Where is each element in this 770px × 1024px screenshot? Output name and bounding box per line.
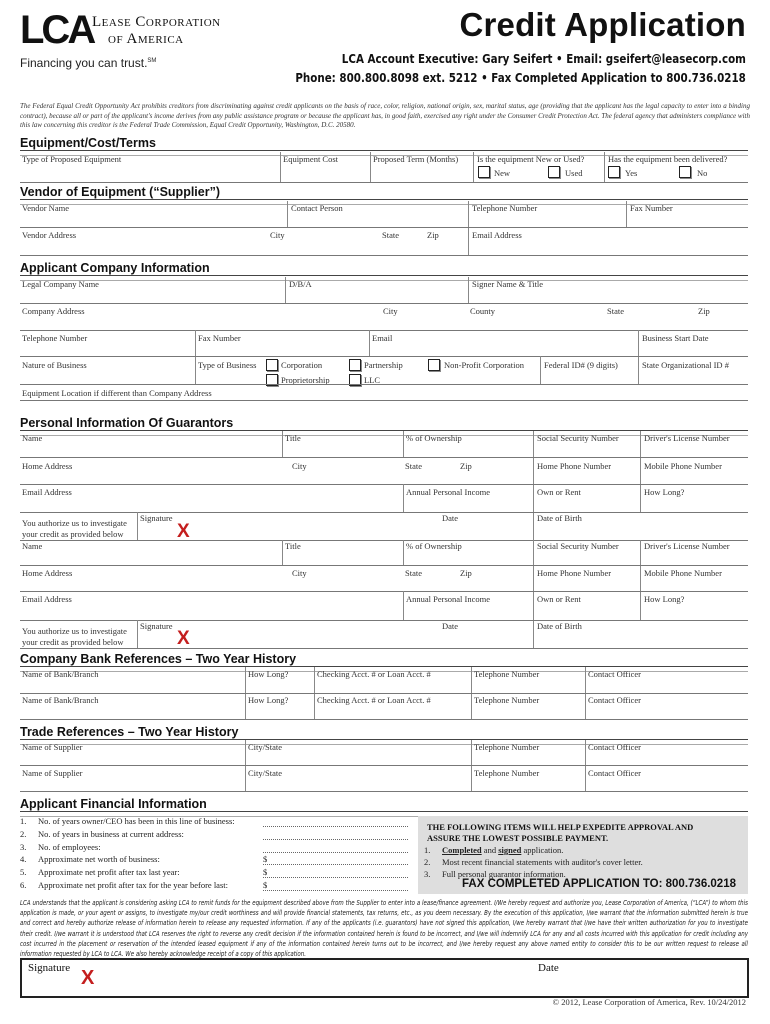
nonprofit-checkbox[interactable] [428, 359, 440, 371]
answer-line[interactable] [263, 826, 408, 827]
trade1-phone-field[interactable]: Telephone Number [474, 742, 540, 752]
state-org-id-field[interactable]: State Organizational ID # [642, 360, 729, 370]
expedite-heading-line1: THE FOLLOWING ITEMS WILL HELP EXPEDITE APPROVAL AND [427, 822, 694, 832]
guarantor1-home-address-field[interactable]: Home Address [22, 461, 73, 471]
vendor-fax-field[interactable]: Fax Number [630, 203, 673, 213]
partnership-checkbox[interactable] [349, 359, 361, 371]
new-or-used-label: Is the equipment New or Used? [477, 154, 585, 164]
completed-text: Completed [442, 845, 482, 855]
guarantor2-city-field[interactable]: City [292, 568, 307, 578]
financial-list [20, 816, 410, 893]
row-rule [20, 791, 748, 792]
guarantor2-ownership-field[interactable]: % of Ownership [406, 541, 462, 551]
expedite-box [418, 816, 748, 894]
section-heading-trade-references: Trade References – Two Year History [20, 725, 239, 739]
and-text: and [481, 845, 499, 855]
row-rule [20, 648, 748, 649]
final-signature-field[interactable]: Signature [28, 962, 71, 974]
item-number: 2. [20, 828, 27, 839]
guarantor2-income-field[interactable]: Annual Personal Income [406, 594, 491, 604]
signer-name-title-field[interactable]: Signer Name & Title [472, 279, 544, 289]
guarantor2-zip-field[interactable]: Zip [460, 568, 472, 578]
item-text: No. of years in business at current address: [38, 828, 184, 839]
divider [403, 431, 404, 457]
financial-item-1[interactable] [20, 816, 410, 829]
item-number: 1. [20, 816, 27, 826]
divider [640, 431, 641, 513]
company-county-field[interactable]: County [470, 306, 496, 316]
final-date-field[interactable]: Date [538, 962, 559, 974]
answer-line[interactable] [263, 864, 408, 865]
company-city-field[interactable]: City [383, 306, 398, 316]
yes-label: Yes [625, 168, 638, 178]
tagline [20, 56, 156, 70]
trade2-officer-field[interactable]: Contact Officer [588, 768, 641, 778]
dba-field[interactable]: D/B/A [289, 279, 312, 289]
guarantor2-authorize-text [22, 626, 127, 648]
item-number: 2. [424, 857, 431, 867]
row-rule [20, 693, 748, 694]
row-rule [20, 356, 748, 357]
bank1-account-field[interactable]: Checking Acct. # or Loan Acct. # [317, 669, 431, 679]
corporation-checkbox[interactable] [266, 359, 278, 371]
divider [626, 201, 627, 227]
used-label: Used [565, 168, 583, 178]
trade1-supplier-field[interactable]: Name of Supplier [22, 742, 83, 752]
row-rule [20, 765, 748, 766]
item-text: No. of years owner/CEO has been in this line of business: [38, 816, 235, 826]
page-title: Credit Application [459, 6, 746, 43]
guarantor1-license-field[interactable]: Driver's License Number [644, 433, 730, 443]
financial-item-5[interactable] [20, 867, 410, 880]
divider [533, 540, 534, 648]
guarantor2-name-field[interactable]: Name [22, 541, 43, 551]
section-heading-financial: Applicant Financial Information [20, 797, 207, 811]
logo-mark: LCA [20, 8, 94, 52]
proprietorship-label: Proprietorship [281, 375, 330, 385]
item-text: No. of employees: [38, 841, 101, 852]
expedite-heading-line2: ASSURE THE LOWEST POSSIBLE PAYMENT. [427, 832, 609, 843]
item-number: 4. [20, 854, 27, 865]
guarantor1-ownership-field[interactable]: % of Ownership [406, 433, 462, 443]
bank1-name-field[interactable]: Name of Bank/Branch [22, 669, 99, 679]
item-number: 6. [20, 879, 27, 890]
guarantor2-how-long-field[interactable]: How Long? [644, 594, 685, 604]
divider [285, 277, 286, 303]
authorize-line2: your credit as provided below [22, 529, 124, 539]
legal-company-name-field[interactable]: Legal Company Name [22, 279, 99, 289]
equipment-cost-field[interactable]: Equipment Cost [283, 154, 339, 164]
expedite-item-1 [424, 845, 563, 855]
row-rule [20, 182, 748, 183]
item-text: Full personal guarantor information. [442, 869, 566, 879]
row-rule [20, 620, 748, 621]
guarantor2-home-phone-field[interactable]: Home Phone Number [537, 568, 612, 578]
divider [282, 431, 283, 457]
answer-line[interactable] [263, 890, 408, 891]
vendor-phone-field[interactable]: Telephone Number [472, 203, 538, 213]
company-name-line2: of America [108, 31, 184, 47]
company-name-line1: Lease Corporation [92, 14, 221, 30]
divider [403, 540, 404, 565]
guarantor1-ssn-field[interactable]: Social Security Number [537, 433, 619, 443]
item-text: Approximate net worth of business: [38, 854, 160, 865]
divider [638, 330, 639, 384]
authorize-line2: your credit as provided below [22, 637, 124, 647]
item-prefix: $ [263, 867, 268, 878]
expedite-heading [427, 822, 693, 843]
vendor-contact-field[interactable]: Contact Person [291, 203, 343, 213]
bank2-account-field[interactable]: Checking Acct. # or Loan Acct. # [317, 695, 431, 705]
guarantor1-mobile-phone-field[interactable]: Mobile Phone Number [644, 461, 722, 471]
guarantor1-how-long-field[interactable]: How Long? [644, 487, 685, 497]
phone-fax-line: Phone: 800.800.8098 ext. 5212 • Fax Completed Application to 800.736.0218 [295, 71, 746, 85]
equipment-type-field[interactable]: Type of Proposed Equipment [22, 154, 122, 164]
vendor-address-field[interactable]: Vendor Address [22, 230, 77, 240]
divider [403, 484, 404, 512]
guarantor1-sign-here-x: X [177, 521, 190, 542]
trade1-officer-field[interactable]: Contact Officer [588, 742, 641, 752]
item-text: Approximate net profit after tax for the year before last: [38, 879, 228, 890]
divider [137, 620, 138, 648]
vendor-name-field[interactable]: Vendor Name [22, 203, 69, 213]
delivered-label: Has the equipment been delivered? [608, 154, 728, 164]
guarantor2-title-field[interactable]: Title [285, 541, 301, 551]
guarantor2-email-field[interactable]: Email Address [22, 594, 72, 604]
divider [280, 152, 281, 182]
divider [370, 152, 371, 182]
llc-label: LLC [364, 375, 381, 385]
item-text: Most recent financial statements with auditor's cover letter. [442, 857, 643, 867]
final-sign-here-x: X [81, 967, 95, 989]
expedite-item-2 [424, 857, 643, 867]
authorize-line1: You authorize us to investigate [22, 626, 127, 636]
row-rule [20, 255, 748, 256]
section-heading-applicant: Applicant Company Information [20, 261, 210, 275]
item-number: 3. [20, 841, 27, 852]
new-checkbox[interactable] [478, 166, 490, 178]
section-heading-vendor: Vendor of Equipment (“Supplier”) [20, 185, 220, 199]
tagline-text: Financing you can trust. [20, 56, 148, 70]
divider [137, 512, 138, 540]
guarantor1-zip-field[interactable]: Zip [460, 461, 472, 471]
guarantor1-authorize-text [22, 518, 127, 540]
company-fax-field[interactable]: Fax Number [198, 333, 241, 343]
guarantor2-own-rent-field[interactable]: Own or Rent [537, 594, 581, 604]
financial-item-6[interactable] [20, 880, 410, 893]
divider [640, 540, 641, 620]
answer-line[interactable] [263, 877, 408, 878]
company-state-field[interactable]: State [607, 306, 624, 316]
section-heading-bank-references: Company Bank References – Two Year History [20, 652, 297, 666]
guarantor1-signature-field[interactable]: Signature [140, 513, 173, 523]
financial-item-4[interactable] [20, 854, 410, 867]
financial-item-2[interactable] [20, 829, 410, 842]
fax-banner: FAX COMPLETED APPLICATION TO: 800.736.0218 [462, 878, 736, 890]
divider [468, 201, 469, 255]
vendor-zip-field[interactable]: Zip [427, 230, 439, 240]
equipment-location-field[interactable]: Equipment Location if different than Company Address [22, 388, 212, 398]
trade1-city-state-field[interactable]: City/State [248, 742, 282, 752]
bank2-name-field[interactable]: Name of Bank/Branch [22, 695, 99, 705]
nonprofit-label: Non-Profit Corporation [444, 360, 525, 370]
copyright-footer: © 2012, Lease Corporation of America, Rev. 10/24/2012 [552, 997, 746, 1007]
row-rule [20, 400, 748, 401]
row-rule [20, 484, 748, 485]
tagline-service-mark: SM [147, 58, 157, 64]
nature-of-business-field[interactable]: Nature of Business [22, 360, 87, 370]
row-rule [20, 591, 748, 592]
guarantor1-dob-field[interactable]: Date of Birth [537, 513, 582, 523]
corporation-label: Corporation [281, 360, 323, 370]
guarantor2-dob-field[interactable]: Date of Birth [537, 621, 582, 631]
guarantor1-state-field[interactable]: State [405, 461, 422, 471]
section-rule [20, 430, 748, 436]
row-rule [20, 719, 748, 720]
federal-id-field[interactable]: Federal ID# (9 digits) [544, 360, 618, 370]
bank2-phone-field[interactable]: Telephone Number [474, 695, 540, 705]
signature-box [20, 958, 749, 998]
section-heading-equipment: Equipment/Cost/Terms [20, 136, 156, 150]
item-number: 5. [20, 867, 27, 878]
company-email-field[interactable]: Email [372, 333, 393, 343]
vendor-state-field[interactable]: State [382, 230, 399, 240]
row-rule [20, 384, 748, 385]
divider [468, 277, 469, 303]
proposed-term-field[interactable]: Proposed Term (Months) [373, 154, 459, 164]
financial-item-3[interactable] [20, 842, 410, 855]
ecoa-disclaimer: The Federal Equal Credit Opportunity Act prohibits creditors from discriminating against credit applicants on the basis of race, color, religion, national origin, sex, marital status, age (providing that the applicant has the legal capacity to enter into a binding contract), because all or part of the applicant's income derives from any public assistance program or because the applicant has, in good faith, exercised any right under the Consumer Credit Protection Act. The federal agency that administers compliance with this law concerning this creditor is the Federal Trade Commission, Equal Credit Opportunity, Washington, D.C. 20580. [20, 102, 750, 130]
guarantor1-title-field[interactable]: Title [285, 433, 301, 443]
guarantor2-license-field[interactable]: Driver's License Number [644, 541, 730, 551]
item-prefix: $ [263, 854, 268, 865]
row-rule [20, 227, 748, 228]
bank1-phone-field[interactable]: Telephone Number [474, 669, 540, 679]
section-rule [20, 275, 748, 281]
trade2-phone-field[interactable]: Telephone Number [474, 768, 540, 778]
type-of-business-label: Type of Business [198, 360, 257, 370]
used-checkbox[interactable] [548, 166, 560, 178]
bank2-how-long-field[interactable]: How Long? [248, 695, 289, 705]
divider [403, 591, 404, 620]
authorization-text: LCA understands that the applicant is considering asking LCA to remit funds for the equipment described above from the Supplier to enter into a lease/finance agreement. I/We hereby request and authorize you, Lease Corporation of America, (“LCA”) to whom this application is made, or your agent or assigns, to investigate my/our credit worthiness and will provide financial statements, tax returns, etc., as you deem necessary. By the execution of this application, I/we warrant that the information submitted herein is true and correct and hereby authorize release of information herein to release any requested information. If any of the applicants (i.e. guarantors) have not signed this application, I/we hereby warrant that I/we have their written authorization for you to investigate their credit. I/we warrant it is understood that LCA reserves the right to reverse any credit decision if the information contained herein is found to be incorrect, and I/we will indemnify LCA for any and all costs incurred with this application for credit including any cost incurred in the placement or reservation of the intended leased equipment if any of the information contained herein turns out to be incorrect, and I/we hereby request any above named entity to consider this to be our written request to release all information requested by LCA to LCA. We also hereby acknowledge receipt of a copy of this application. [20, 899, 748, 959]
application-text: application. [521, 845, 564, 855]
guarantor2-date-field[interactable]: Date [442, 621, 459, 631]
trade2-supplier-field[interactable]: Name of Supplier [22, 768, 83, 778]
company-zip-field[interactable]: Zip [698, 306, 710, 316]
divider [533, 431, 534, 541]
business-start-date-field[interactable]: Business Start Date [642, 333, 709, 343]
divider [473, 152, 474, 182]
item-text: Approximate net profit after tax last year: [38, 867, 180, 878]
guarantor1-city-field[interactable]: City [292, 461, 307, 471]
trade2-city-state-field[interactable]: City/State [248, 768, 282, 778]
guarantor1-own-rent-field[interactable]: Own or Rent [537, 487, 581, 497]
company-phone-field[interactable]: Telephone Number [22, 333, 88, 343]
guarantor2-mobile-phone-field[interactable]: Mobile Phone Number [644, 568, 722, 578]
guarantor2-state-field[interactable]: State [405, 568, 422, 578]
divider [540, 356, 541, 384]
divider [369, 330, 370, 356]
answer-line[interactable] [263, 852, 408, 853]
row-rule [20, 512, 748, 513]
bank1-officer-field[interactable]: Contact Officer [588, 669, 641, 679]
delivered-yes-checkbox[interactable] [608, 166, 620, 178]
bank2-officer-field[interactable]: Contact Officer [588, 695, 641, 705]
row-rule [20, 303, 748, 304]
guarantor1-email-field[interactable]: Email Address [22, 487, 72, 497]
row-rule [20, 565, 748, 566]
partnership-label: Partnership [364, 360, 403, 370]
item-prefix: $ [263, 879, 268, 890]
guarantor2-ssn-field[interactable]: Social Security Number [537, 541, 619, 551]
company-address-field[interactable]: Company Address [22, 306, 85, 316]
guarantor1-home-phone-field[interactable]: Home Phone Number [537, 461, 612, 471]
signed-text: signed [498, 845, 522, 855]
guarantor2-home-address-field[interactable]: Home Address [22, 568, 73, 578]
authorize-line1: You authorize us to investigate [22, 518, 127, 528]
guarantor1-name-field[interactable]: Name [22, 433, 43, 443]
no-label: No [697, 168, 708, 178]
divider [604, 152, 605, 182]
guarantor1-income-field[interactable]: Annual Personal Income [406, 487, 491, 497]
row-rule [20, 457, 748, 458]
logo [20, 8, 260, 74]
divider [195, 330, 196, 384]
guarantor1-date-field[interactable]: Date [442, 513, 459, 523]
account-executive-line: LCA Account Executive: Gary Seifert • Email: gseifert@leasecorp.com [341, 52, 746, 66]
section-heading-guarantors: Personal Information Of Guarantors [20, 416, 234, 430]
row-rule [20, 540, 748, 541]
divider [287, 201, 288, 227]
bank1-how-long-field[interactable]: How Long? [248, 669, 289, 679]
guarantor2-sign-here-x: X [177, 628, 190, 649]
new-label: New [494, 168, 511, 178]
delivered-no-checkbox[interactable] [679, 166, 691, 178]
vendor-email-field[interactable]: Email Address [472, 230, 522, 240]
item-number: 1. [424, 845, 431, 855]
item-number: 3. [424, 869, 431, 879]
answer-line[interactable] [263, 839, 408, 840]
guarantor2-signature-field[interactable]: Signature [140, 621, 173, 631]
divider [282, 540, 283, 565]
vendor-city-field[interactable]: City [270, 230, 285, 240]
